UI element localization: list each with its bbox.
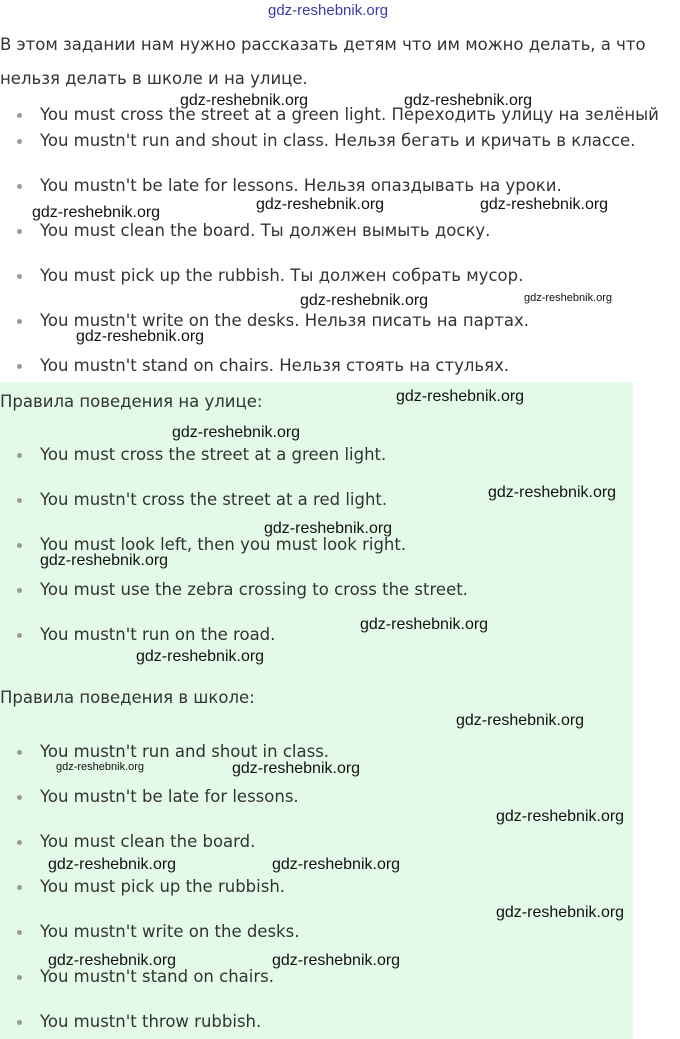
bullet-icon bbox=[17, 274, 22, 279]
bullet-icon bbox=[17, 184, 22, 189]
watermark: gdz-reshebnik.org bbox=[48, 856, 177, 873]
street-rules-heading: Правила поведения на улице: bbox=[0, 392, 263, 411]
bullet-icon bbox=[17, 319, 22, 324]
bullet-icon bbox=[17, 975, 22, 980]
bullet-icon bbox=[17, 588, 22, 593]
watermark: gdz-reshebnik.org bbox=[48, 952, 177, 969]
bullet-icon bbox=[17, 498, 22, 503]
watermark: gdz-reshebnik.org bbox=[300, 292, 429, 309]
bullet-icon bbox=[17, 113, 22, 118]
watermark: gdz-reshebnik.org bbox=[360, 616, 489, 633]
watermark: gdz-reshebnik.org bbox=[456, 712, 585, 729]
bullet-icon bbox=[17, 543, 22, 548]
watermark: gdz-reshebnik.org bbox=[272, 952, 401, 969]
bullet-icon bbox=[17, 139, 22, 144]
school-rules-heading: Правила поведения в школе: bbox=[0, 688, 255, 707]
bullet-icon bbox=[17, 1020, 22, 1025]
bullet-icon bbox=[17, 750, 22, 755]
watermark: gdz-reshebnik.org bbox=[232, 760, 361, 777]
watermark: gdz-reshebnik.org bbox=[32, 204, 161, 221]
bullet-icon bbox=[17, 930, 22, 935]
watermark: gdz-reshebnik.org bbox=[256, 196, 385, 213]
watermark: gdz-reshebnik.org bbox=[180, 92, 309, 109]
watermark: gdz-reshebnik.org bbox=[264, 520, 393, 537]
bullet-icon bbox=[17, 633, 22, 638]
bullet-icon bbox=[17, 364, 22, 369]
intro-text: В этом задании нам нужно рассказать детям что им можно делать, а что нельзя делать в школе и на улице. bbox=[0, 35, 646, 88]
watermark: gdz-reshebnik.org bbox=[496, 904, 625, 921]
watermark: gdz-reshebnik.org bbox=[488, 484, 617, 501]
bullet-icon bbox=[17, 885, 22, 890]
watermark: gdz-reshebnik.org bbox=[172, 424, 301, 441]
site-link[interactable]: gdz-reshebnik.org bbox=[268, 2, 389, 19]
watermark: gdz-reshebnik.org bbox=[56, 761, 145, 773]
bullet-icon bbox=[17, 453, 22, 458]
watermark: gdz-reshebnik.org bbox=[496, 808, 625, 825]
watermark: gdz-reshebnik.org bbox=[396, 388, 525, 405]
watermark: gdz-reshebnik.org bbox=[272, 856, 401, 873]
watermark: gdz-reshebnik.org bbox=[76, 328, 205, 345]
watermark: gdz-reshebnik.org bbox=[40, 552, 169, 569]
watermark: gdz-reshebnik.org bbox=[524, 292, 613, 304]
bullet-icon bbox=[17, 229, 22, 234]
bullet-icon bbox=[17, 840, 22, 845]
watermark: gdz-reshebnik.org bbox=[404, 92, 533, 109]
watermark: gdz-reshebnik.org bbox=[136, 648, 265, 665]
watermark: gdz-reshebnik.org bbox=[480, 196, 609, 213]
bullet-icon bbox=[17, 795, 22, 800]
page: В этом задании нам нужно рассказать детям что им можно делать, а что нельзя делать в школе и на улице. You must cross the street at a green light. Переходить улицу на зелёный You mustn't run and shout in class. Нельзя бегать и кричать в классе. You mustn't be late for lessons. Нельзя опаздывать на уроки. You must clean the board. Ты должен вымыть доску. You must pick up the rubbish. Ты должен собрать мусор. You mustn't write on the desks. Нельзя писать на партах. You mustn't stand on chairs. Нельзя стоять на стульях. Правила поведения на улице: You must cross the street at a green light. You mustn't cross the street at a red light. You must look left, then you must look right. You must use the zebra crossing to cross the street. You mustn't run on the road. Правила поведения в школе: You mustn't run and shout in class. You mustn't be late for lessons. You must clean the board. You must pick up the rubbish. You mustn't write on the desks. You mustn't stand on chairs. You mustn't throw rubbish. gdz-reshebnik.org gdz-reshebnik.org gdz-reshebnik.org gdz-reshebnik.org gdz-reshebnik.org gdz-reshebnik.org gdz-reshebnik.org gdz-reshebnik.org gdz-reshebnik.org gdz-reshebnik.org gdz-reshebnik.org gdz-reshebnik.org gdz-reshebnik.org gdz-reshebnik.org gdz-reshebnik.org gdz-reshebnik.org gdz-reshebnik.org gdz-reshebnik.org gdz-reshebnik.org gdz-reshebnik.org gdz-reshebnik.org gdz-reshebnik.org gdz-reshebnik.org gdz-reshebnik.org gdz-reshebnik.org bbox=[0, 0, 680, 1039]
